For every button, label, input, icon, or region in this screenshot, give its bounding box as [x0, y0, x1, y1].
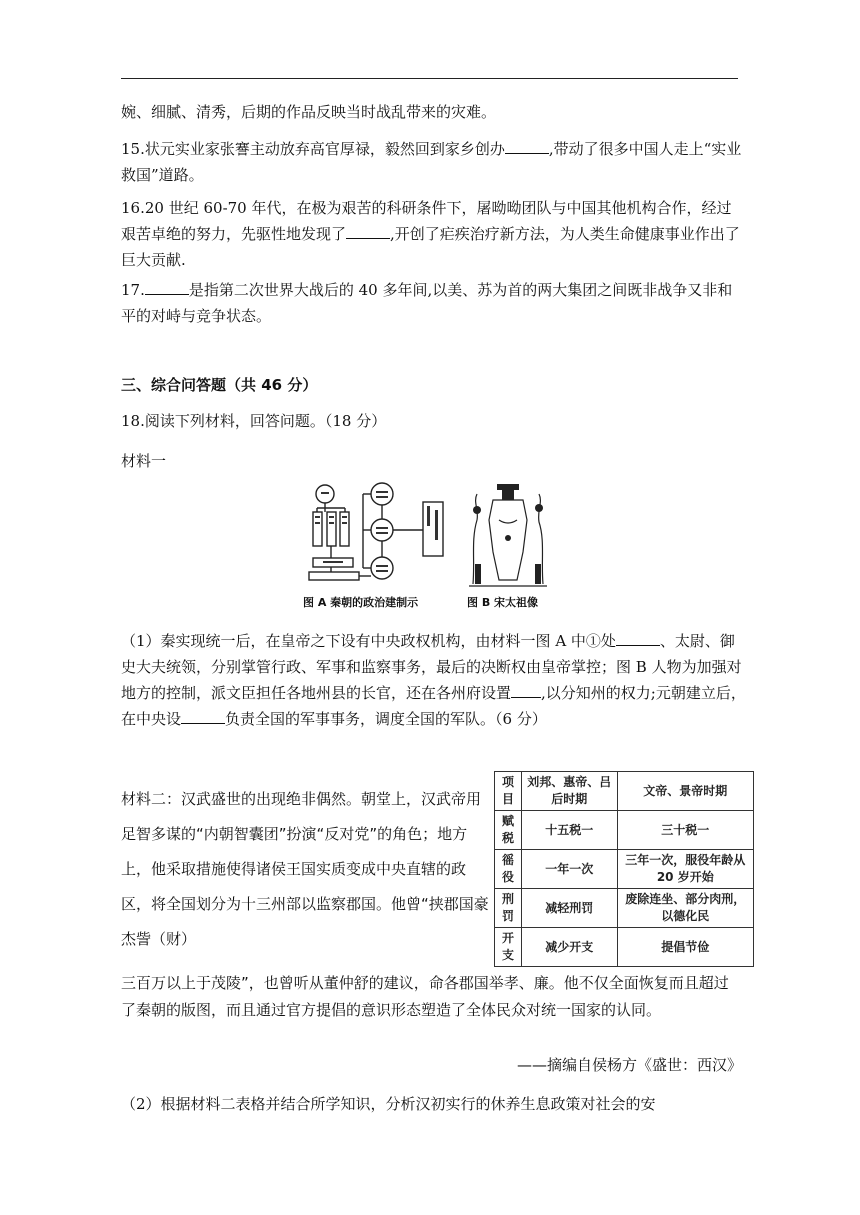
material-1-figure: [303, 480, 553, 610]
answer-blank[interactable]: [505, 138, 549, 154]
question-15: [121, 136, 746, 188]
question-17: [121, 277, 746, 329]
table-cell: 一年一次: [522, 850, 617, 889]
q16-text-b: ,开创了疟疾治疗新方法，为人类生命健康事业作出了巨大贡献.: [121, 225, 740, 269]
table-row: [495, 811, 754, 850]
figure-caption-a: 图 A 秦朝的政治建制示: [303, 596, 419, 609]
answer-blank[interactable]: [616, 630, 660, 646]
table-cell: 减轻刑罚: [522, 889, 617, 928]
material-1-label: 材料一: [121, 452, 167, 470]
table-cell: 开支: [495, 928, 522, 967]
table-cell: 十五税一: [522, 811, 617, 850]
table-header-cell: 项目: [495, 772, 522, 811]
table-cell: 废除连坐、部分肉刑，以德化民: [617, 889, 753, 928]
table-header-cell: 文帝、景帝时期: [617, 772, 753, 811]
material-2-source: ——摘编自侯杨方《盛世：西汉》: [516, 1056, 742, 1074]
question-18-part-2: （2）根据材料二表格并结合所学知识，分析汉初实行的休养生息政策对社会的安: [121, 1095, 656, 1113]
section-3-heading: 三、综合问答题（共 46 分）: [121, 376, 318, 394]
question-16: [121, 195, 746, 273]
q18-1-text-d: 负责全国的军事事务，调度全国的军队。（6 分）: [225, 710, 547, 728]
q15-text-a: 15.状元实业家张謇主动放弃高官厚禄，毅然回到家乡创办: [121, 140, 505, 158]
q15-text-b: ,带动了很多中国人走上“实业救国”道路。: [121, 140, 742, 184]
question-18-part-1: [121, 628, 746, 732]
answer-blank[interactable]: [511, 682, 541, 698]
table-cell: 赋税: [495, 811, 522, 850]
table-cell: 三年一次，服役年龄从 20 岁开始: [617, 850, 753, 889]
header-rule: [121, 78, 738, 79]
song-taizu-portrait: [465, 480, 551, 590]
figure-caption-b: 图 B 宋太祖像: [467, 596, 539, 609]
answer-blank[interactable]: [145, 279, 189, 295]
table-row: [495, 928, 754, 967]
table-header-cell: 刘邦、惠帝、吕后时期: [522, 772, 617, 811]
q18-1-text-a: （1）秦实现统一后，在皇帝之下设有中央政权机构，由材料一图 A 中①处: [121, 632, 616, 650]
answer-blank[interactable]: [181, 708, 225, 724]
table-cell: 徭役: [495, 850, 522, 889]
question-18: 18.阅读下列材料，回答问题。（18 分）: [121, 412, 387, 430]
q16-text-a: 16.20 世纪 60-70 年代，在极为艰苦的科研条件下，屠呦呦团队与中国其他机构合作，经过艰苦卓绝的努力，先驱性地发现了: [121, 199, 732, 243]
table-cell: 提倡节俭: [617, 928, 753, 967]
table-row: [495, 889, 754, 928]
answer-blank[interactable]: [346, 223, 390, 239]
material-2-text-continued: 三百万以上于茂陵”，也曾听从董仲舒的建议，命各郡国举孝、廉。他不仅全面恢复而且超过了秦朝的版图，而且通过官方提倡的意识形态塑造了全体民众对统一国家的认同。: [121, 974, 729, 1019]
table-cell: 减少开支: [522, 928, 617, 967]
policy-table: [494, 771, 754, 967]
q17-text-a: 17.: [121, 281, 145, 299]
table-header-row: [495, 772, 754, 811]
q18-1-text-c: ,以分知州的权力;元朝建立后，在中央设: [121, 684, 746, 728]
prev-question-tail: 婉、细腻、清秀，后期的作品反映当时战乱带来的灾难。: [121, 103, 497, 121]
table-cell: 三十税一: [617, 811, 753, 850]
qin-structure-diagram: [303, 480, 453, 590]
table-cell: 刑罚: [495, 889, 522, 928]
q18-1-text-b: 、太尉、御史大夫统领，分别掌管行政、军事和监察事务，最后的决断权由皇帝掌控；图 B 人物为加强对地方的控制，派文臣担任各地州县的长官，还在各州府设置: [121, 632, 742, 702]
material-2-text: 材料二：汉武盛世的出现绝非偶然。朝堂上，汉武帝用足智多谋的“内朝智囊团”扮演“反对党”的角色；地方上，他采取措施使得诸侯王国实质变成中央直辖的政区，将全国划分为十三州部以监察郡国。他曾“挟郡国豪杰訾（财）: [121, 790, 489, 948]
q17-text-b: 是指第二次世界大战后的 40 多年间,以美、苏为首的两大集团之间既非战争又非和平的对峙与竞争状态。: [121, 281, 733, 325]
table-row: [495, 850, 754, 889]
